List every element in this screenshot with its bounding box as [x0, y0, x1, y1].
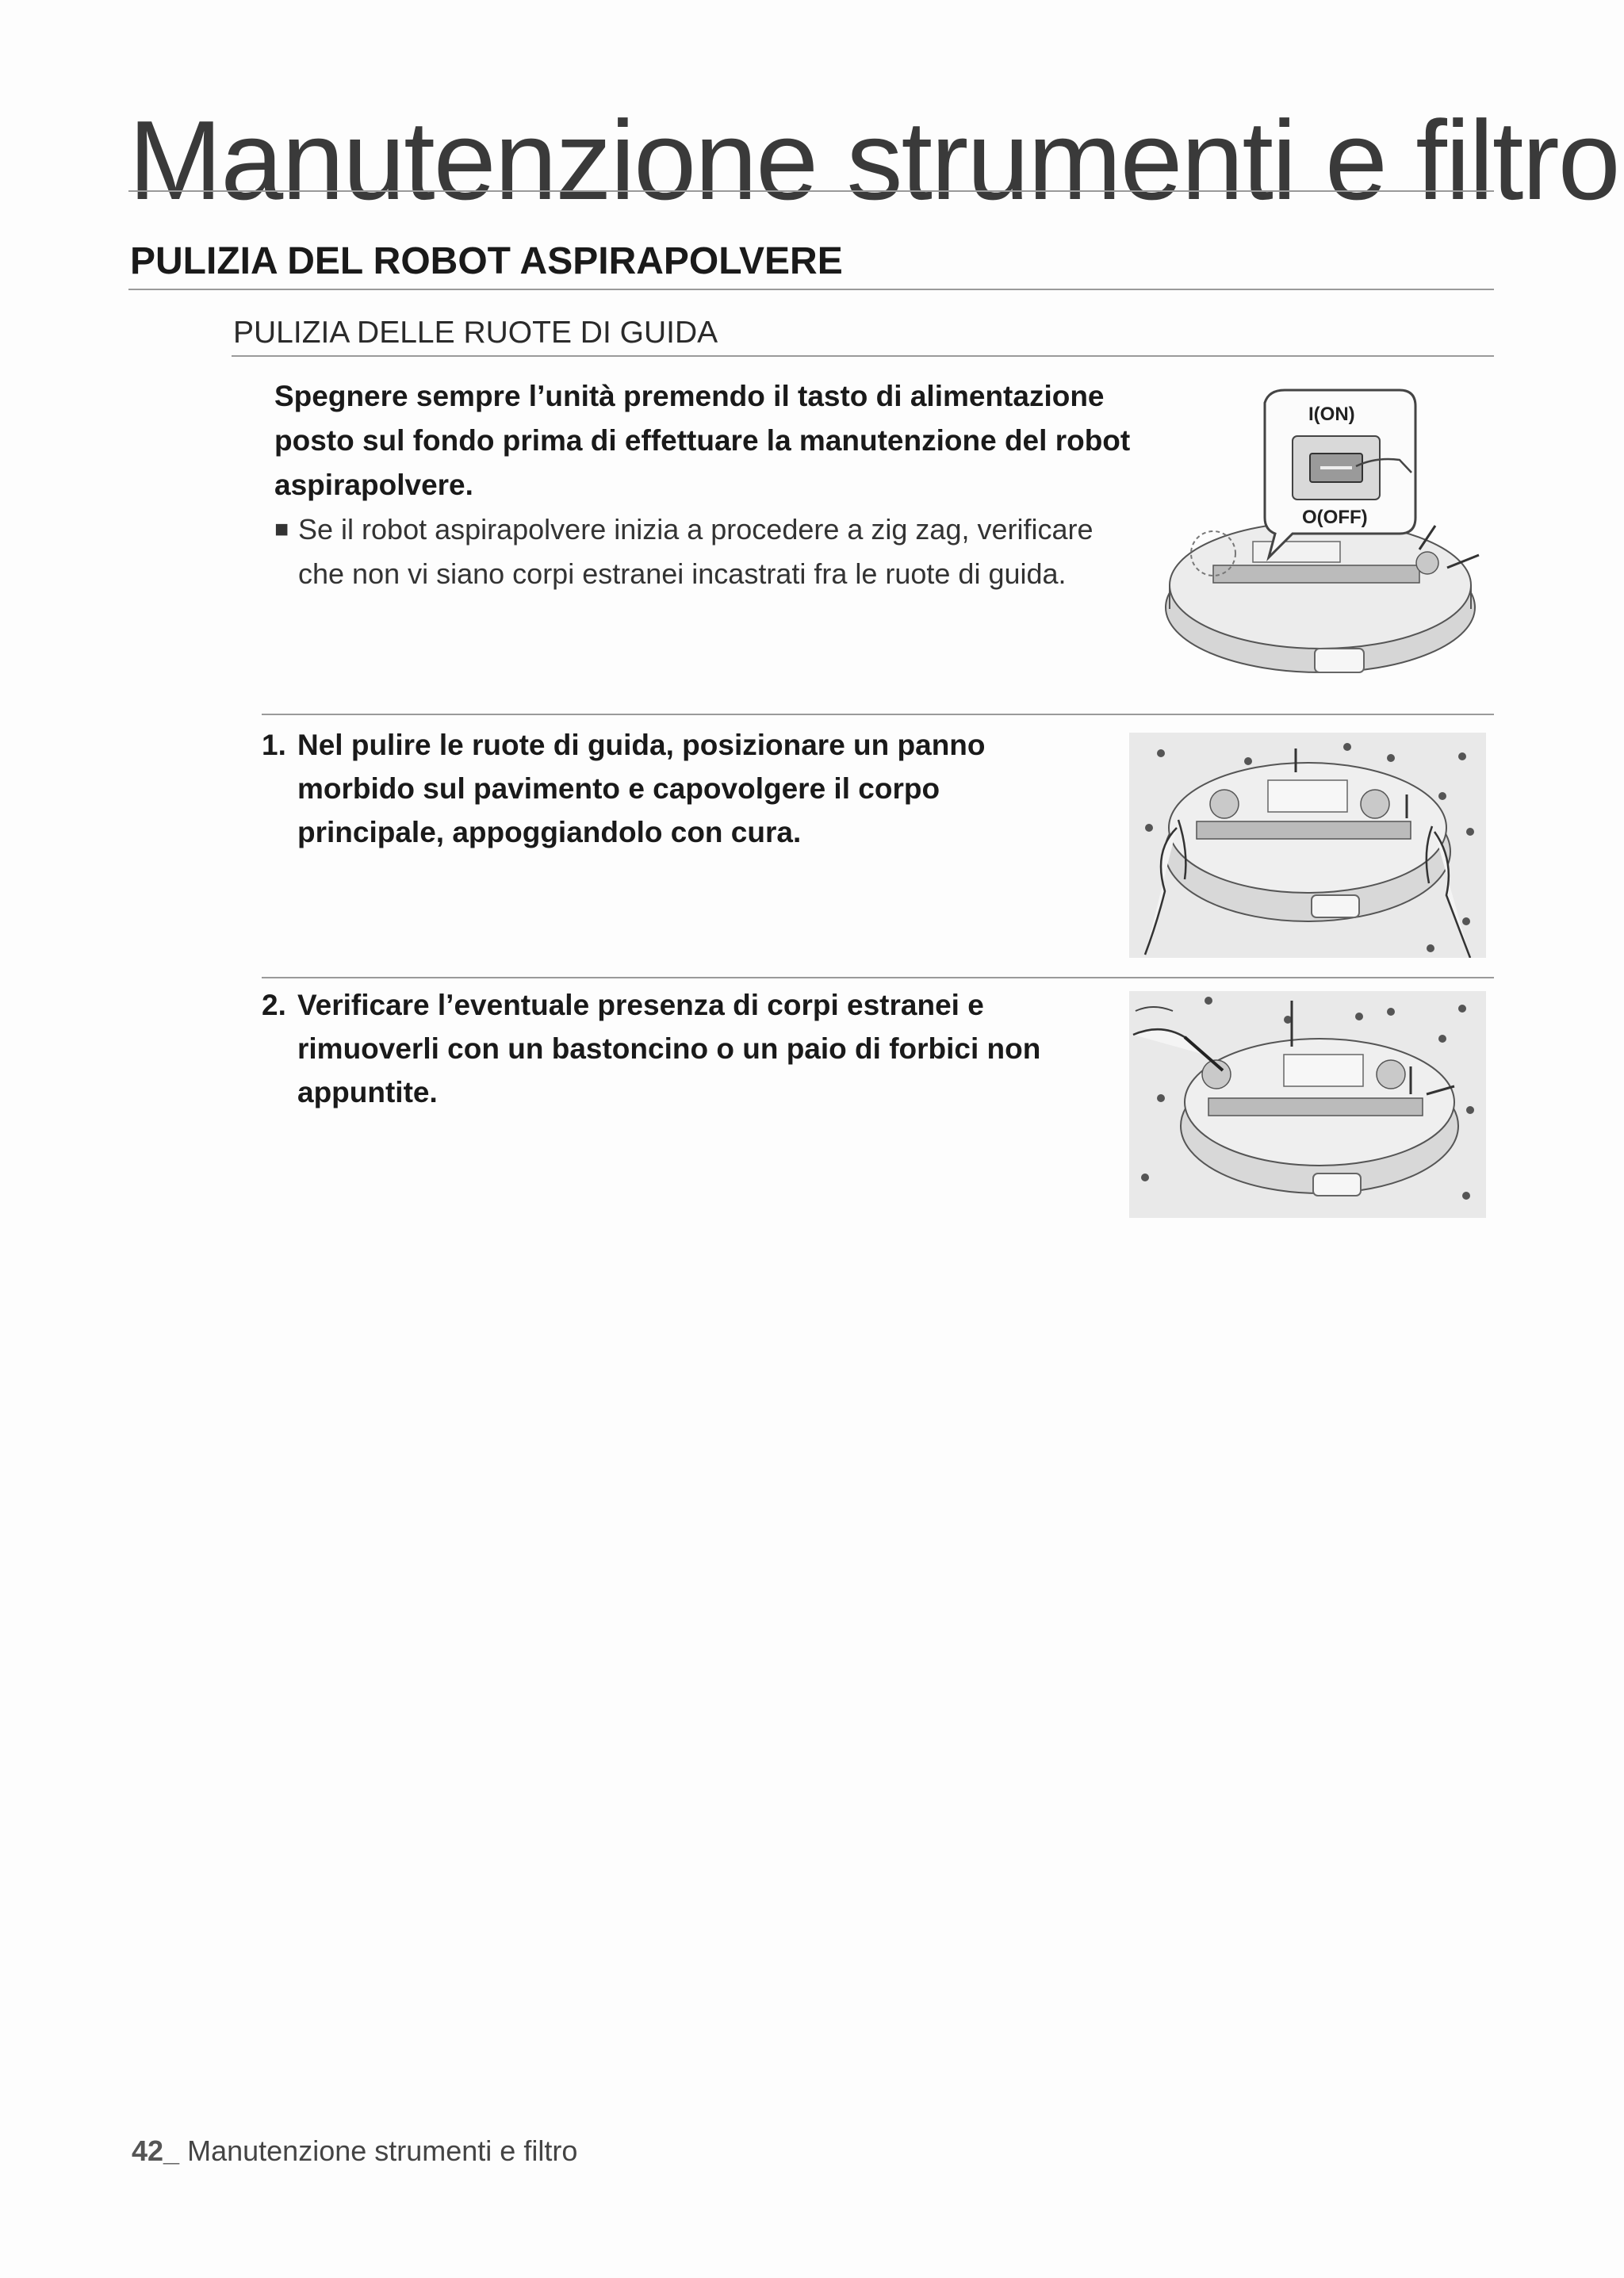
warning-text: Spegnere sempre l’unità premendo il tasto di alimentazione posto sul fondo prima di effettuare la manutenzione del robot aspirapolvere.: [274, 380, 1131, 501]
step-number: 2.: [262, 989, 286, 1021]
step-text: Nel pulire le ruote di guida, posizionare un panno morbido sul pavimento e capovolgere il corpo principale, appoggiandolo con cura.: [297, 729, 986, 848]
off-label: O(OFF): [1302, 507, 1368, 528]
chapter-rule: [128, 190, 1494, 192]
step-1: [262, 723, 1055, 854]
remove-debris-illustration: [1129, 991, 1486, 1218]
bullet-icon: ■: [274, 516, 289, 542]
step-divider-1: [262, 714, 1494, 715]
page-footer: [132, 2134, 577, 2168]
section-rule: [128, 289, 1494, 290]
chapter-title: Manutenzione strumenti e filtro: [128, 98, 1619, 224]
on-label: I(ON): [1308, 404, 1355, 425]
step-text: Verificare l’eventuale presenza di corpi estranei e rimuoverli con un bastoncino o un paio di forbici non appuntite.: [297, 989, 1041, 1108]
note: [274, 507, 1131, 596]
section-title: PULIZIA DEL ROBOT ASPIRAPOLVERE: [130, 240, 843, 282]
footer-chapter: Manutenzione strumenti e filtro: [187, 2134, 578, 2167]
step-divider-2: [262, 977, 1494, 978]
note-text: Se il robot aspirapolvere inizia a procedere a zig zag, verificare che non vi siano corpi estranei incastrati fra le ruote di guida.: [298, 513, 1094, 590]
step-number: 1.: [262, 729, 286, 761]
subsection-title: PULIZIA DELLE RUOTE DI GUIDA: [233, 316, 718, 350]
subsection-rule: [232, 355, 1494, 357]
step-2: [262, 983, 1055, 1114]
page-number: 42_: [132, 2134, 180, 2167]
flip-robot-illustration: [1129, 733, 1486, 958]
power-switch-illustration: [1158, 387, 1491, 688]
